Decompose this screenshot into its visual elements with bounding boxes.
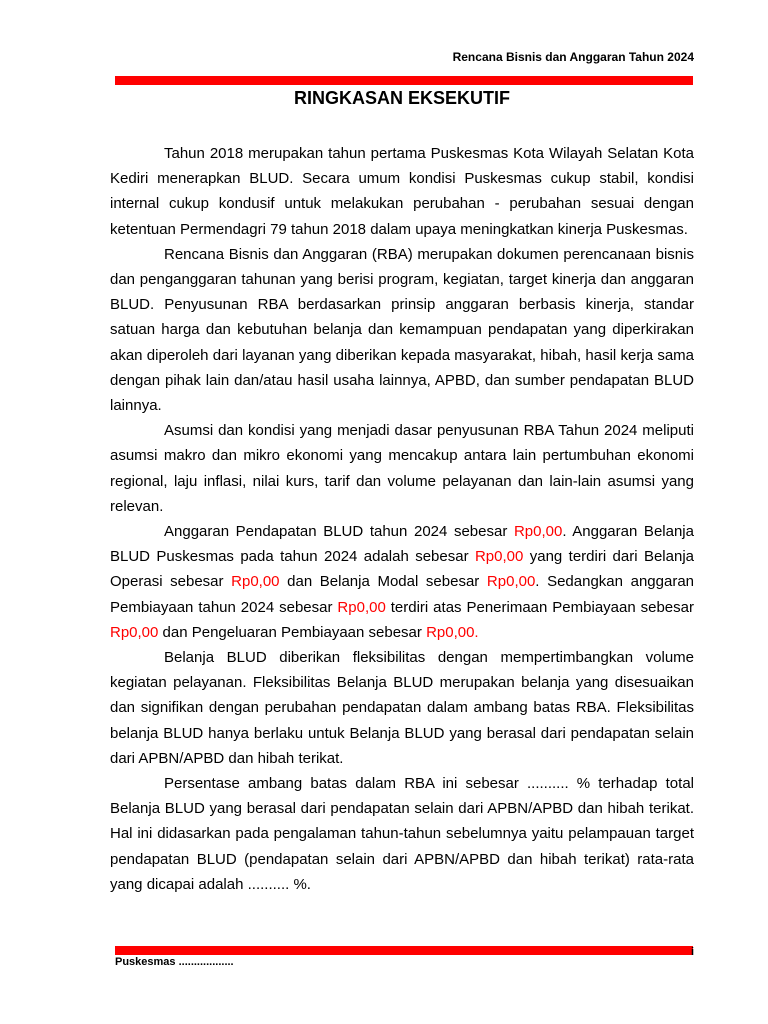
document-body [110, 141, 694, 897]
paragraph-threshold: Persentase ambang batas dalam RBA ini sebesar .......... % terhadap total Belanja BLUD yang berasal dari pendapatan selain dari APBN/APBD dan hibah terikat. Hal ini didasarkan pada pengalaman tahun-tahun sebelumnya yaitu pelampauan target pendapatan BLUD (pendapatan selain dari APBN/APBD dan hibah terikat) rata-rata yang dicapai adalah .......... %. [110, 775, 694, 893]
paragraph-intro: Tahun 2018 merupakan tahun pertama Puskesmas Kota Wilayah Selatan Kota Kediri menerapkan BLUD. Secara umum kondisi Puskesmas cukup stabil, kondisi internal cukup kondusif untuk melakukan perubahan - perubahan sesuai dengan ketentuan Permendagri 79 tahun 2018 dalam upaya meningkatkan kinerja Puskesmas. [110, 145, 694, 238]
budget-text: dan Belanja Modal sebesar [279, 573, 487, 591]
page-number: i [690, 946, 694, 958]
paragraph-flexibility: Belanja BLUD diberikan fleksibilitas dengan mempertimbangkan volume kegiatan pelayanan. Fleksibilitas Belanja BLUD merupakan belanja yang disesuaikan dan signifikan dengan perubahan pendapatan dalam ambang batas RBA. Fleksibilitas belanja BLUD hanya berlaku untuk Belanja BLUD yang berasal dari pendapatan selain dari APBN/APBD dan hibah terikat. [110, 649, 694, 767]
budget-value-financing: Rp0,00 [337, 598, 386, 616]
budget-value-expenditure: Rp0,00 [474, 548, 524, 566]
paragraph-budget [110, 519, 694, 645]
budget-value-financing-expenditure: Rp0,00. [426, 623, 479, 641]
page-title: RINGKASAN EKSEKUTIF [293, 88, 510, 108]
header-divider [115, 76, 693, 85]
budget-text: Anggaran Pendapatan BLUD tahun 2024 sebesar [164, 523, 514, 541]
budget-text: terdiri atas Penerimaan Pembiayaan sebesar [385, 598, 694, 616]
running-header: Rencana Bisnis dan Anggaran Tahun 2024 [452, 50, 694, 64]
budget-value-financing-receipts: Rp0,00 [110, 623, 159, 641]
budget-text: dan Pengeluaran Pembiayaan sebesar [158, 623, 427, 641]
paragraph-rba-definition: Rencana Bisnis dan Anggaran (RBA) merupakan dokumen perencanaan bisnis dan penganggaran tahunan yang berisi program, kegiatan, target kinerja dan anggaran BLUD. Penyusunan RBA berdasarkan prinsip anggaran berbasis kinerja, standar satuan harga dan kebutuhan belanja dan kemampuan pendapatan yang diperkirakan akan diperoleh dari layanan yang diberikan kepada masyarakat, hibah, hasil kerja sama dengan pihak lain dan/atau hasil usaha lainnya, APBD, dan sumber pendapatan BLUD lainnya. [110, 245, 694, 415]
paragraph-assumptions: Asumsi dan kondisi yang menjadi dasar penyusunan RBA Tahun 2024 meliputi asumsi makro dan mikro ekonomi yang mencakup antara lain pertumbuhan ekonomi regional, laju inflasi, nilai kurs, tarif dan volume pelayanan dan lain-lain asumsi yang relevan. [110, 422, 694, 515]
budget-text: yang terdiri dari Belanja Operasi sebesar [110, 548, 694, 591]
footer-puskesmas: Puskesmas .................. [115, 956, 234, 968]
footer-divider [115, 946, 693, 955]
budget-value-operating: Rp0,00 [231, 573, 280, 591]
budget-text: . Anggaran Belanja BLUD Puskesmas pada tahun 2024 adalah sebesar [110, 523, 694, 566]
budget-value-revenue: Rp0,00 [513, 523, 563, 541]
budget-value-capital: Rp0,00 [486, 573, 536, 591]
budget-text: . Sedangkan anggaran Pembiayaan tahun 2024 sebesar [110, 573, 695, 616]
